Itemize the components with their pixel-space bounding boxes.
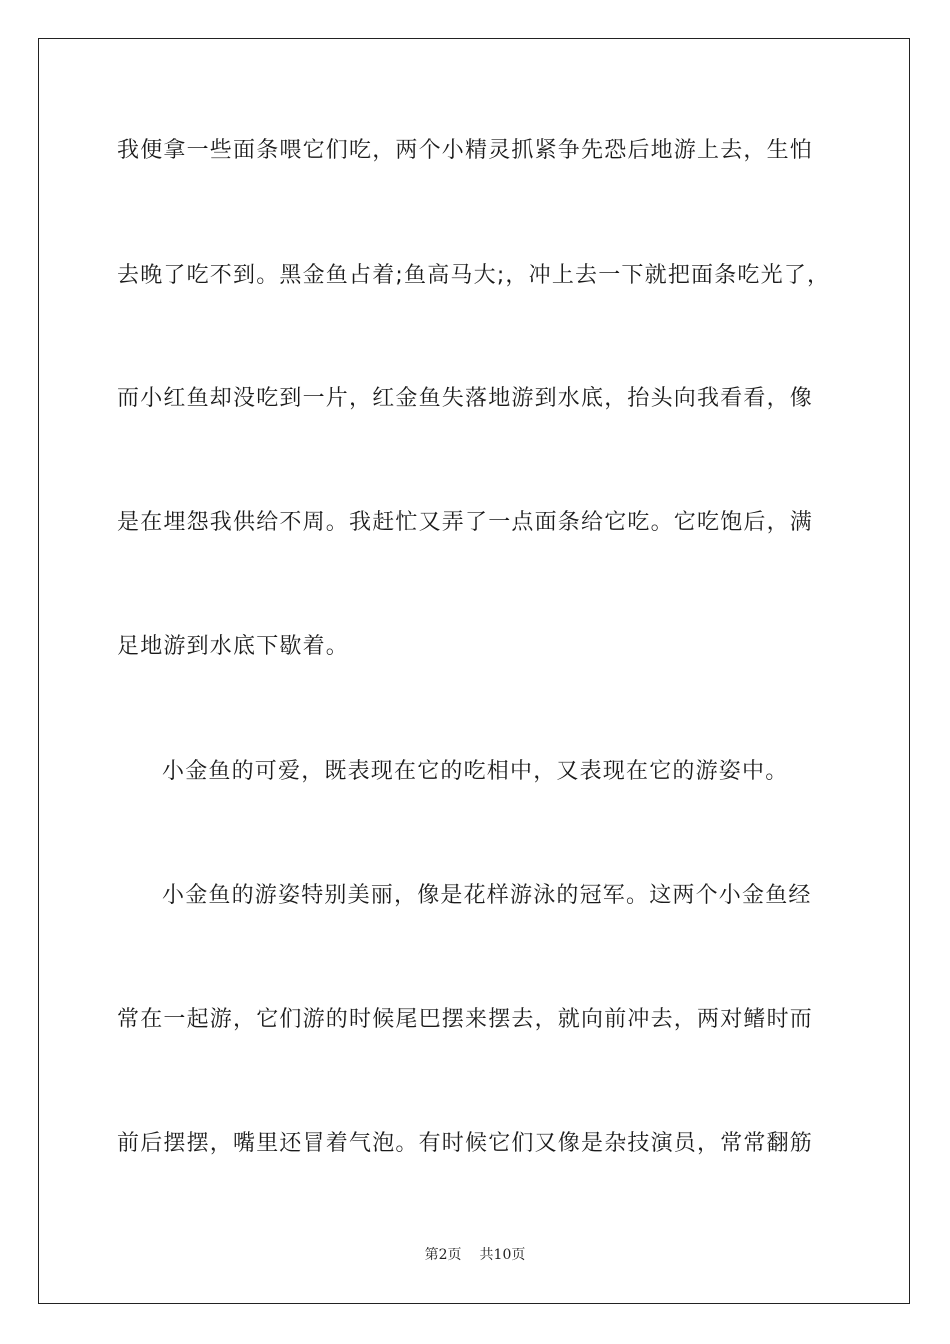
total-pages: 共10页 [479,1247,526,1263]
page-footer [0,1245,950,1265]
text-line: 常在一起游，它们游的时候尾巴摆来摆去，就向前冲去，两对鳍时而 [117,1007,814,1032]
text-line: 而小红鱼却没吃到一片，红金鱼失落地游到水底，抬头向我看看，像 [117,386,814,411]
text-line: 去晚了吃不到。黑金鱼占着;鱼高马大;，冲上去一下就把面条吃光了， [117,263,831,288]
page-number: 第2页 [424,1247,462,1263]
text-line: 是在埋怨我供给不周。我赶忙又弄了一点面条给它吃。它吃饱后，满 [117,510,814,535]
text-line-indented: 小金鱼的可爱，既表现在它的吃相中，又表现在它的游姿中。 [162,759,789,784]
text-line: 前后摆摆，嘴里还冒着气泡。有时候它们又像是杂技演员，常常翻筋 [117,1131,814,1156]
text-line-indented: 小金鱼的游姿特别美丽，像是花样游泳的冠军。这两个小金鱼经 [162,883,812,908]
text-line: 足地游到水底下歇着。 [117,634,350,659]
page-frame [38,38,910,1304]
text-line: 我便拿一些面条喂它们吃，两个小精灵抓紧争先恐后地游上去，生怕 [117,138,814,163]
